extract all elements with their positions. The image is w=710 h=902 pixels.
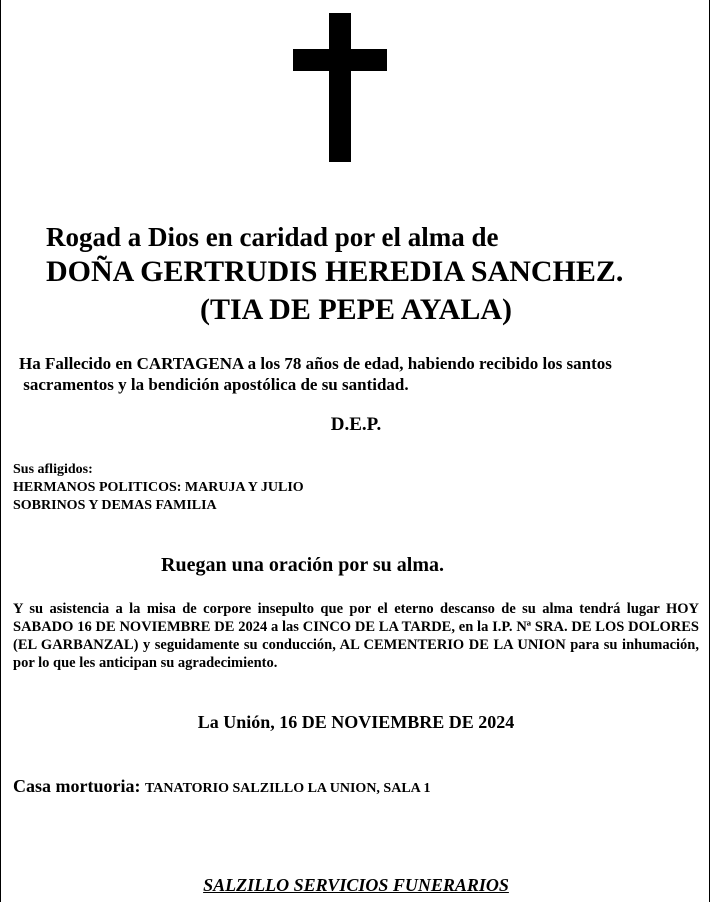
family-heading: Sus afligidos: xyxy=(13,462,93,477)
deceased-name: DOÑA GERTRUDIS HEREDIA SANCHEZ. xyxy=(46,255,624,288)
funeral-home xyxy=(13,776,431,797)
family-line: HERMANOS POLITICOS: MARUJA Y JULIO xyxy=(13,480,304,495)
prayer-request: Ruegan una oración por su alma. xyxy=(161,554,445,576)
announcement-line: Ha Fallecido en CARTAGENA a los 78 años de edad, habiendo recibido los santos xyxy=(19,354,612,373)
family-block xyxy=(13,461,304,515)
deceased-alias: (TIA DE PEPE AYALA) xyxy=(199,293,513,326)
funeral-service-name: SALZILLO SERVICIOS FUNERARIOS xyxy=(203,875,509,895)
announcement-paragraph xyxy=(19,353,612,395)
mass-paragraph: Y su asistencia a la misa de corpore insepulto que por el eterno descanso de su alma tendrá lugar HOY SABADO 16 DE NOVIEMBRE DE 2024 a las CINCO DE LA TARDE, en la I.P. Nª SRA. DE LOS DOLORES (EL GARBANZAL) y seguidamente su conducción, AL CEMENTERIO DE LA UNION para su inhumación, por lo que les anticipan su agradecimiento. xyxy=(13,601,699,671)
funeral-home-value: TANATORIO SALZILLO LA UNION, SALA 1 xyxy=(144,781,431,796)
family-line: SOBRINOS Y DEMAS FAMILIA xyxy=(13,498,217,513)
intro-text: Rogad a Dios en caridad por el alma de xyxy=(46,222,499,252)
dep-text: D.E.P. xyxy=(330,414,382,435)
place-date: La Unión, 16 DE NOVIEMBRE DE 2024 xyxy=(197,712,515,732)
latin-cross-icon xyxy=(293,13,387,162)
funeral-home-label: Casa mortuoria: xyxy=(13,776,141,796)
announcement-line: sacramentos y la bendición apostólica de su santidad. xyxy=(19,375,409,394)
